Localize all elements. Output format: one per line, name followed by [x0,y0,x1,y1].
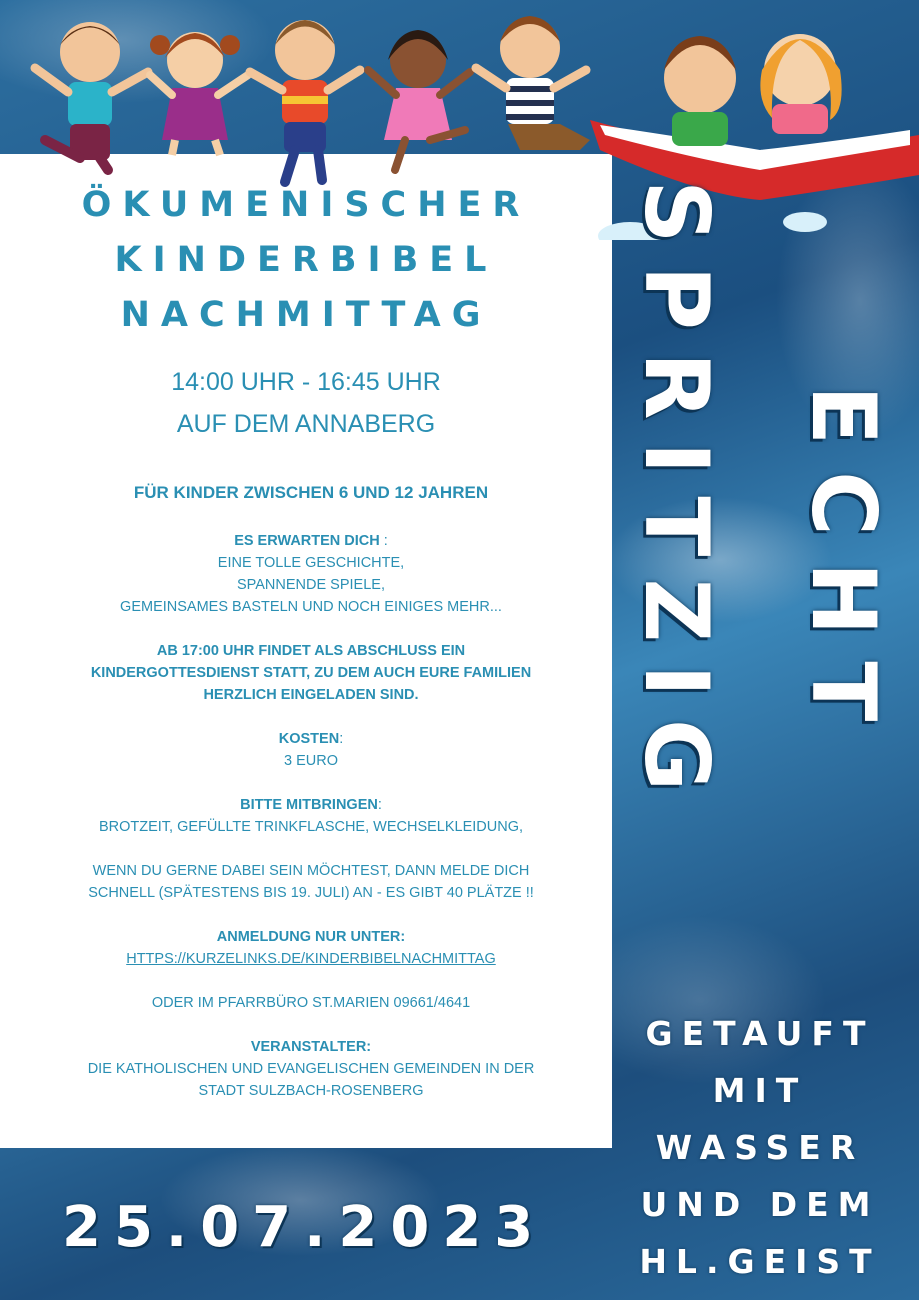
baptism-slogan [625,1005,895,1290]
signup-line: SCHNELL (SPÄTESTENS BIS 19. JULI) AN - ES GIBT 40 PLÄTZE !! [88,885,534,901]
organizer-line: STADT SULZBACH-ROSENBERG [198,1083,424,1099]
cost-value: 3 EURO [284,753,338,769]
slogan-line: UND DEM [640,1185,880,1224]
child-figure-2 [150,32,248,155]
registration-link[interactable]: HTTPS://KURZELINKS.DE/KINDERBIBELNACHMITTAG [126,951,496,967]
event-location: AUF DEM ANNABERG [176,410,436,438]
organizer-label: VERANSTALTER: [250,1039,372,1055]
organizer-section [40,1036,582,1102]
event-time: 14:00 UHR - 16:45 UHR [171,368,441,396]
cost-label: KOSTEN [278,731,340,747]
service-line: KINDERGOTTESDIENST STATT, ZU DEM AUCH EURE FAMILIEN [90,665,532,681]
expect-label: ES ERWARTEN DICH [234,533,380,549]
title-line-1: ÖKUMENISCHER [81,185,531,225]
expect-item: GEMEINSAMES BASTELN UND NOCH EINIGES MEHR... [120,599,502,615]
age-range: FÜR KINDER ZWISCHEN 6 UND 12 JAHREN [133,483,489,502]
slogan-line: MIT [712,1071,808,1110]
expect-item: SPANNENDE SPIELE, [236,577,385,593]
event-date: 25.07.2023 [62,1195,547,1260]
organizer-line: DIE KATHOLISCHEN UND EVANGELISCHEN GEMEINDEN IN DER [87,1061,535,1077]
child-figure-4 [368,30,470,170]
expect-section: ES ERWARTEN DICH : EINE TOLLE GESCHICHTE, SPANNENDE SPIELE, GEMEINSAMES BASTELN UND NOCH EINIGES MEHR... [120,533,502,615]
registration-section [40,926,582,970]
vertical-word-spritzig: SPRITZIG [625,180,728,814]
bring-section: BITTE MITBRINGEN: BROTZEIT, GEFÜLLTE TRINKFLASCHE, WECHSELKLEIDUNG, [98,797,524,835]
slogan-line: WASSER [655,1128,865,1167]
service-line: AB 17:00 UHR FINDET ALS ABSCHLUSS EIN [156,643,466,659]
slogan-line: GETAUFT [645,1014,875,1053]
title-line-3: NACHMITTAG [120,295,492,335]
slogan-line: HL.GEIST [639,1242,881,1281]
cost-section: KOSTEN: 3 EURO [278,731,344,769]
signup-section [40,860,582,904]
office-contact: ODER IM PFARRBÜRO ST.MARIEN 09661/4641 [151,995,471,1011]
service-section [40,640,582,706]
info-text-block [40,482,582,1124]
vertical-word-echt: ECHT [792,385,895,748]
registration-label: ANMELDUNG NUR UNTER: [216,929,406,945]
child-figure-3 [250,20,360,182]
bring-label: BITTE MITBRINGEN [240,797,378,813]
signup-line: WENN DU GERNE DABEI SEIN MÖCHTEST, DANN MELDE DICH [92,863,530,879]
bring-value: BROTZEIT, GEFÜLLTE TRINKFLASCHE, WECHSELKLEIDUNG, [98,819,524,835]
title-line-2: KINDERBIBEL [114,240,498,280]
service-line: HERZLICH EINGELADEN SIND. [203,687,419,703]
child-figure-1 [35,22,148,170]
expect-item: EINE TOLLE GESCHICHTE, [217,555,405,571]
child-figure-5 [476,16,590,150]
